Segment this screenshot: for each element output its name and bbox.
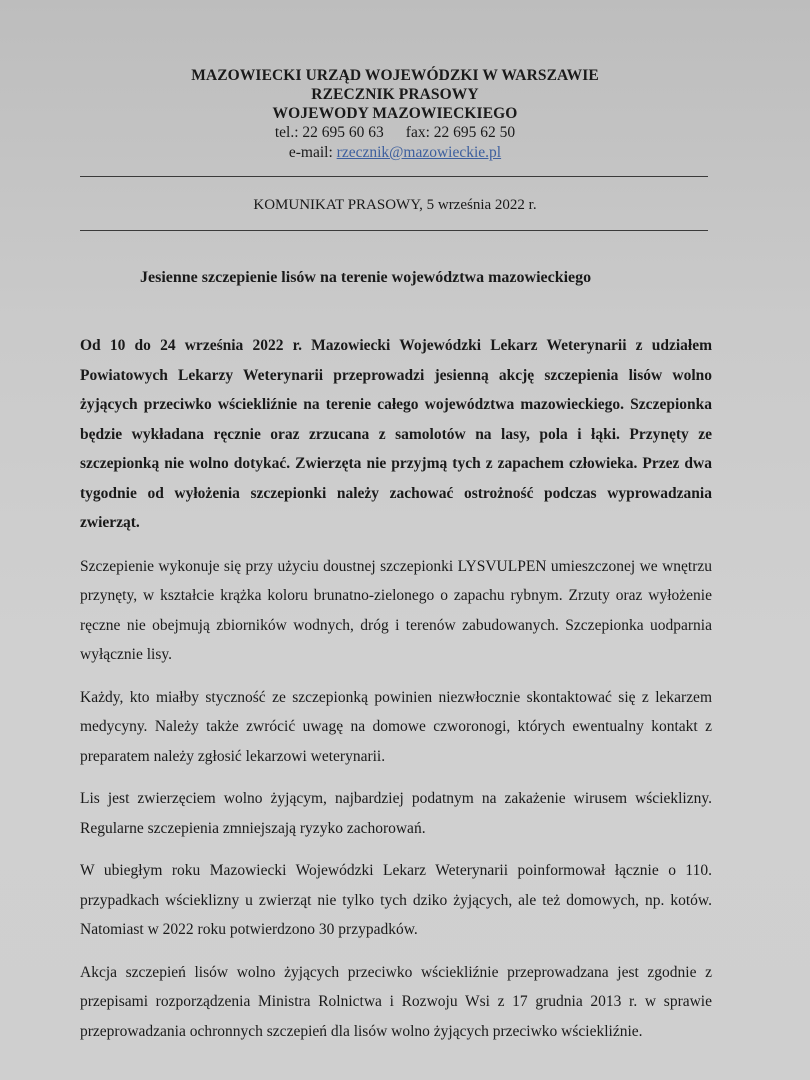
- email-line: [0, 143, 790, 163]
- org-department: RZECZNIK PRASOWY: [311, 86, 479, 103]
- lead-paragraph: Od 10 do 24 września 2022 r. Mazowiecki Wojewódzki Lekarz Weterynarii z udziałem Powiatowych Lekarzy Weterynarii przeprowadzi jesienną akcję szczepienia lisów wolno żyjących przeciwko wściekliźnie na terenie całego województwa mazowieckiego. Szczepionka będzie wykładana ręcznie oraz zrzucana z samolotów na lasy, pola i łąki. Przynęty ze szczepionką nie wolno dotykać. Zwierzęta nie przyjmą tych z zapachem człowieka. Przez dwa tygodnie od wyłożenia szczepionki należy zachować ostrożność podczas wyprowadzania zwierząt.: [80, 337, 712, 531]
- org-name: MAZOWIECKI URZĄD WOJEWÓDZKI W WARSZAWIE: [191, 67, 599, 84]
- document-title: Jesienne szczepienie lisów na terenie województwa mazowieckiego: [140, 269, 592, 286]
- press-release-dateline: KOMUNIKAT PRASOWY, 5 września 2022 r.: [253, 197, 537, 213]
- org-voivode: WOJEWODY MAZOWIECKIEGO: [272, 105, 518, 122]
- header-divider: [80, 176, 708, 177]
- letterhead: [0, 66, 790, 163]
- dateline-divider: [80, 230, 708, 231]
- paragraph-statistics: W ubiegłym roku Mazowiecki Wojewódzki Lekarz Weterynarii poinformował łącznie o 110. przypadkach wścieklizny u zwierząt nie tylko tych dziko żyjących, ale też domowych, np. kotów. Natomiast w 2022 roku potwierdzono 30 przypadków.: [80, 862, 712, 938]
- phone-fax-line: [0, 123, 790, 143]
- phone-number: tel.: 22 695 60 63: [274, 124, 384, 141]
- paragraph-fox-info: Lis jest zwierzęciem wolno żyjącym, najbardziej podatnym na zakażenie wirusem wścieklizny. Regularne szczepienia zmniejszają ryzyko zachorowań.: [80, 790, 712, 837]
- email-label: e-mail:: [288, 144, 337, 161]
- fax-number: fax: 22 695 62 50: [405, 124, 516, 141]
- document-body: [80, 331, 712, 1059]
- paragraph-vaccine-info: Szczepienie wykonuje się przy użyciu doustnej szczepionki LYSVULPEN umieszczonej we wnętrzu przynęty, w kształcie krążka koloru brunatno-zielonego o zapachu rybnym. Zrzuty oraz wyłożenie ręczne nie obejmują zbiorników wodnych, dróg i terenów zabudowanych. Szczepionka uodparnia wyłącznie lisy.: [80, 557, 712, 663]
- paragraph-contact-advice: Każdy, kto miałby styczność ze szczepionką powinien niezwłocznie skontaktować się z lekarzem medycyny. Należy także zwrócić uwagę na domowe czworonogi, których ewentualny kontakt z preparatem należy zgłosić lekarzowi weterynarii.: [80, 688, 712, 765]
- email-link[interactable]: rzecznik@mazowieckie.pl: [336, 144, 502, 161]
- paragraph-legal-basis: Akcja szczepień lisów wolno żyjących przeciwko wściekliźnie przeprowadzana jest zgodnie z przepisami rozporządzenia Ministra Rolnictwa i Rozwoju Wsi z 17 grudnia 2013 r. w sprawie przeprowadzania ochronnych szczepień dla lisów wolno żyjących przeciwko wściekliźnie.: [80, 963, 712, 1040]
